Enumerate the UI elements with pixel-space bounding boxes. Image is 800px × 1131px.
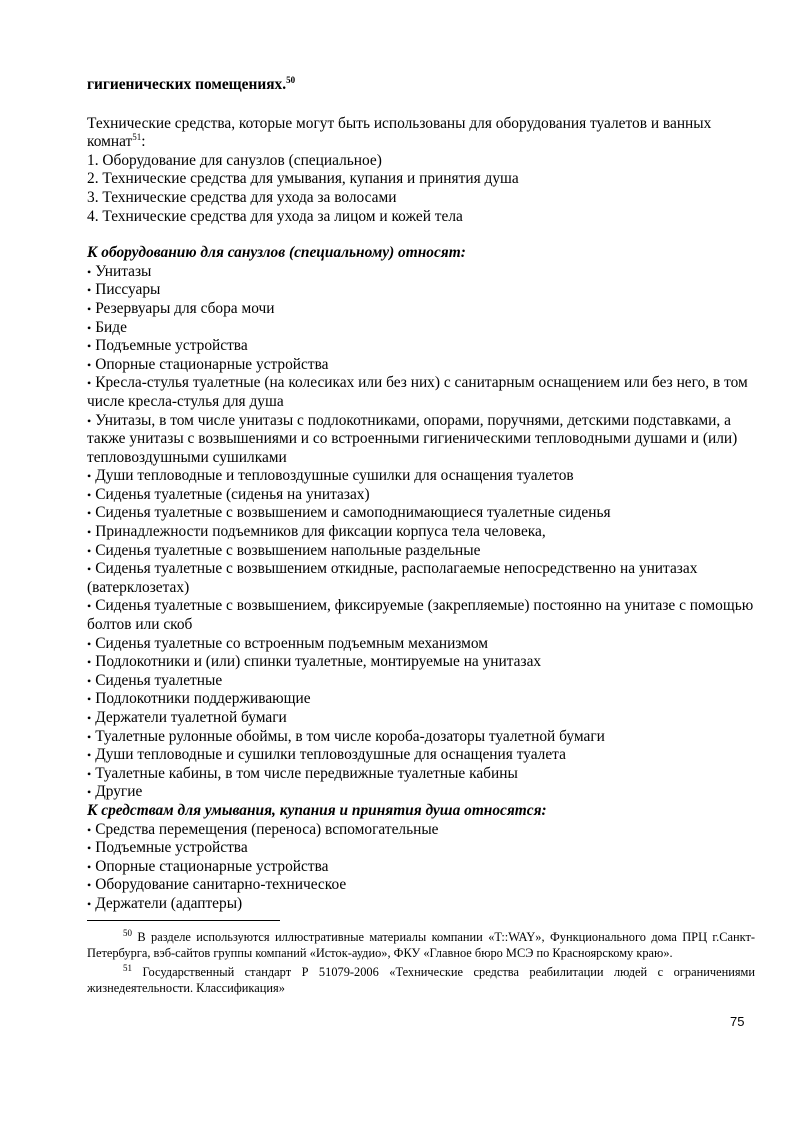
intro-suffix: :: [141, 133, 146, 151]
bullet-icon: •: [87, 525, 92, 540]
footnote-ref-50[interactable]: 50: [286, 74, 296, 85]
list-item: [87, 263, 755, 282]
list-item-text: Туалетные рулонные обоймы, в том числе короба-дозаторы туалетной бумаги: [95, 727, 605, 745]
list-item: [87, 412, 755, 468]
list-item: [87, 300, 755, 319]
list-item: [87, 765, 755, 784]
list-item-text: Сиденья туалетные с возвышением, фиксируемые (закрепляемые) постоянно на унитазе с помощью болтов или скоб: [87, 597, 754, 634]
bullet-icon: •: [87, 543, 92, 558]
bullet-icon: •: [87, 599, 92, 614]
list-item-text: Принадлежности подъемников для фиксации корпуса тела человека,: [95, 523, 546, 541]
list-item-text: Подлокотники и (или) спинки туалетные, монтируемые на унитазах: [95, 653, 542, 671]
list-item: [87, 672, 755, 691]
list-item: [87, 839, 755, 858]
list-item-text: Средства перемещения (переноса) вспомогательные: [95, 820, 439, 838]
bullet-icon: •: [87, 859, 92, 874]
list-item: [87, 895, 755, 914]
bullet-icon: •: [87, 636, 92, 651]
footnote-text: В разделе используются иллюстративные материалы компании «T::WAY», Функционального дома ПРЦ г.Санкт-Петербурга, вэб-сайтов группы компаний «Исток-аудио», ФКУ «Главное бюро МСЭ по Красноярскому краю».: [87, 930, 755, 960]
list-item-text: Подъемные устройства: [95, 839, 248, 857]
bullet-icon: •: [87, 283, 92, 298]
section1-list: [87, 263, 755, 802]
bullet-icon: •: [87, 264, 92, 279]
footnote-number: 51: [123, 963, 132, 974]
list-item: [87, 858, 755, 877]
list-item-text: Унитазы: [95, 262, 152, 280]
list-item-text: Сиденья туалетные: [95, 671, 223, 689]
list-item: [87, 467, 755, 486]
list-item-text: Держатели туалетной бумаги: [95, 709, 287, 726]
types-list-item: 3. Технические средства для ухода за волосами: [87, 188, 397, 206]
footnote-text: Государственный стандарт Р 51079-2006 «Технические средства реабилитации людей с ограничениями жизнедеятельности. Классификация»: [87, 965, 755, 995]
bullet-icon: •: [87, 841, 92, 856]
list-item-text: Оборудование санитарно-техническое: [95, 876, 347, 894]
footnotes: [87, 927, 755, 1000]
bullet-icon: •: [87, 487, 92, 502]
footnote-ref-51[interactable]: 51: [132, 132, 142, 143]
list-item: [87, 635, 755, 654]
intro-paragraph: [87, 115, 755, 152]
list-item: [87, 690, 755, 709]
bullet-icon: •: [87, 692, 92, 707]
footnote-50: [87, 927, 755, 961]
bullet-icon: •: [87, 748, 92, 763]
list-item-text: Души тепловодные и тепловоздушные сушилки для оснащения туалетов: [95, 467, 574, 485]
page-number: 75: [730, 1014, 745, 1029]
list-item-text: Подъемные устройства: [95, 337, 248, 355]
list-item-text: Писсуары: [95, 281, 161, 299]
bullet-icon: •: [87, 506, 92, 521]
bullet-icon: •: [87, 357, 92, 372]
list-item-text: Подлокотники поддерживающие: [95, 690, 311, 708]
list-item: [87, 876, 755, 895]
list-item-text: Сиденья туалетные с возвышением откидные, располагаемые непосредственно на унитазах (ватерклозетах): [87, 560, 698, 596]
bullet-icon: •: [87, 766, 92, 781]
list-item: [87, 319, 755, 338]
section2-list: [87, 821, 755, 914]
list-item-text: Сиденья туалетные с возвышением напольные раздельные: [95, 541, 481, 559]
bullet-icon: •: [87, 785, 92, 800]
bullet-icon: •: [87, 655, 92, 670]
list-item: [87, 821, 755, 840]
heading-text: гигиенических помещениях.: [87, 76, 287, 93]
footnote-separator: [87, 920, 280, 921]
list-item: [87, 356, 755, 375]
list-item-text: Сиденья туалетные (сиденья на унитазах): [95, 485, 370, 503]
list-item: [87, 504, 755, 523]
footnote-number: 50: [123, 927, 132, 938]
list-item-text: Другие: [95, 783, 143, 801]
bullet-icon: •: [87, 376, 92, 391]
bullet-icon: •: [87, 562, 92, 577]
list-item: [87, 486, 755, 505]
list-item: [87, 653, 755, 672]
list-item: [87, 560, 755, 597]
section2-title: К средствам для умывания, купания и принятия душа относятся:: [87, 801, 547, 819]
intro-text: Технические средства, которые могут быть использованы для оборудования туалетов и ванных комнат: [87, 114, 712, 151]
bullet-icon: •: [87, 339, 92, 354]
types-list: [87, 152, 755, 226]
list-item-text: Души тепловодные и сушилки тепловоздушные для оснащения туалета: [95, 746, 566, 764]
list-item-text: Унитазы, в том числе унитазы с подлокотниками, опорами, поручнями, детскими подставками, а также унитазы с возвышениями и со встроенными гигиеническими тепловодными душами и (или) тепловоздушными сушилками: [87, 411, 738, 466]
bullet-icon: •: [87, 301, 92, 316]
list-item-text: Биде: [95, 318, 127, 336]
types-list-item: 1. Оборудование для санузлов (специальное): [87, 151, 382, 169]
bullet-icon: •: [87, 896, 92, 911]
bullet-icon: •: [87, 320, 92, 335]
bullet-icon: •: [87, 822, 92, 837]
list-item: [87, 746, 755, 765]
bullet-icon: •: [87, 878, 92, 893]
list-item-text: Держатели (адаптеры): [95, 894, 243, 912]
list-item-text: Опорные стационарные устройства: [95, 355, 329, 373]
list-item: [87, 728, 755, 747]
list-item: [87, 597, 755, 634]
footnote-51: [87, 965, 755, 996]
bullet-icon: •: [87, 711, 92, 725]
list-item-text: Кресла-стулья туалетные (на колесиках или без них) с санитарным оснащением или без него, в том числе кресла-стулья для душа: [87, 374, 748, 410]
list-item-text: Сиденья туалетные со встроенным подъемным механизмом: [95, 634, 489, 652]
list-item-text: Сиденья туалетные с возвышением и самоподнимающиеся туалетные сиденья: [95, 504, 611, 522]
bullet-icon: •: [87, 469, 92, 484]
bullet-icon: •: [87, 729, 92, 744]
list-item: [87, 783, 755, 802]
bullet-icon: •: [87, 413, 92, 428]
page-body: [87, 76, 755, 914]
list-item: [87, 542, 755, 561]
list-item: [87, 281, 755, 300]
list-item: [87, 374, 755, 411]
bullet-icon: •: [87, 673, 92, 688]
list-item-text: Туалетные кабины, в том числе передвижные туалетные кабины: [95, 764, 518, 782]
types-list-item: 2. Технические средства для умывания, купания и принятия душа: [87, 170, 519, 188]
list-item-text: Резервуары для сбора мочи: [95, 299, 275, 317]
list-item: [87, 709, 755, 728]
types-list-item: 4. Технические средства для ухода за лицом и кожей тела: [87, 207, 463, 225]
section1-title: К оборудованию для санузлов (специальному) относят:: [87, 244, 466, 262]
list-item: [87, 523, 755, 542]
list-item-text: Опорные стационарные устройства: [95, 857, 329, 875]
list-item: [87, 337, 755, 356]
section-heading: [87, 76, 755, 95]
